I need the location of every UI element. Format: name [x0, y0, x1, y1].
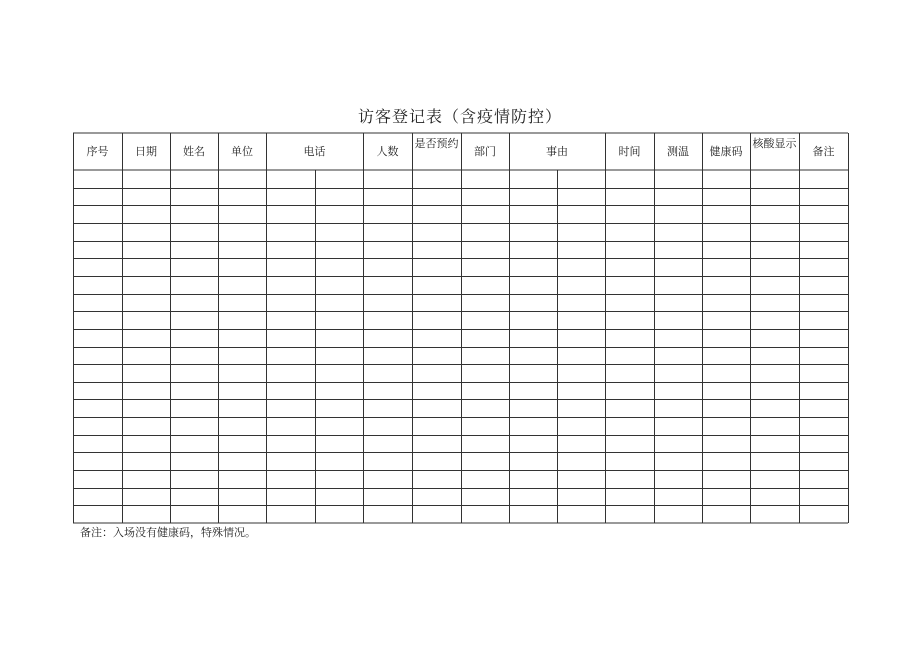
column-header: 电话 — [303, 145, 326, 158]
column-header: 事由 — [546, 145, 568, 158]
column-header: 日期 — [135, 145, 157, 158]
column-header: 核酸显示 — [752, 137, 797, 150]
column-header: 人数 — [376, 145, 399, 158]
column-header: 是否预约 — [414, 137, 459, 150]
column-header: 健康码 — [709, 145, 743, 158]
column-header: 单位 — [231, 145, 253, 158]
column-header: 姓名 — [183, 145, 205, 158]
column-header: 序号 — [86, 145, 109, 158]
column-header: 时间 — [618, 145, 641, 158]
column-header: 备注 — [812, 145, 835, 158]
footnote: 备注：入场没有健康码，特殊情况。 — [80, 526, 256, 539]
form-title: 访客登记表（含疫情防控） — [357, 107, 562, 126]
column-header: 部门 — [474, 145, 496, 158]
column-header: 测温 — [667, 145, 689, 158]
